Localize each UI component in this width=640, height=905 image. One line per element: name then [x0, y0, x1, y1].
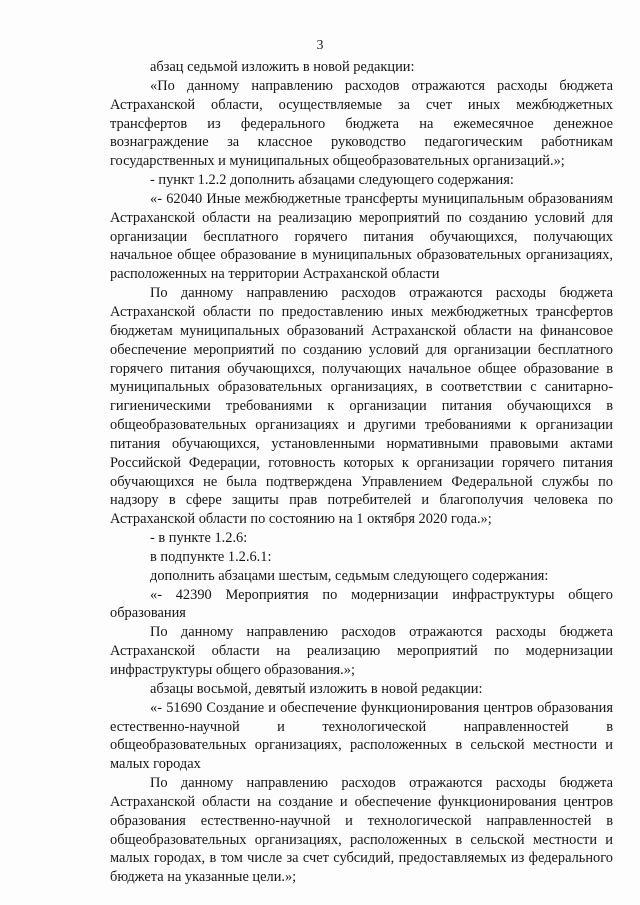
paragraph: По данному направлению расходов отражаются расходы бюджета Астраханской области на реализацию мероприятий по модернизации инфраструктуры общего образования.»;	[110, 624, 613, 678]
paragraph: «- 51690 Создание и обеспечение функционирования центров образования естественно-научной и технологической направленностей в общеобразовательных организациях, расположенных в сельской местности и малых городах	[110, 699, 613, 773]
paragraph: абзацы восьмой, девятый изложить в новой редакции:	[150, 680, 483, 697]
paragraph: «По данному направлению расходов отражаются расходы бюджета Астраханской области, осуществляемые за счет иных межбюджетных трансфертов из федерального бюджета на ежемесячное денежное вознаграждение за классное руководство педагогическим работникам государственных и муниципальных общеобразовательных организаций.»;	[110, 77, 613, 170]
document-body	[110, 58, 613, 887]
paragraph: «- 62040 Иные межбюджетные трансферты муниципальным образованиям Астраханской области на реализацию мероприятий по созданию условий для организации бесплатного горячего питания обучающихся, получающих начальное общее образование в муниципальных образовательных организациях, расположенных на территории Астраханской области	[110, 190, 613, 283]
paragraph: - в пункте 1.2.6:	[150, 530, 248, 547]
page-number: 3	[316, 38, 324, 53]
paragraph: - пункт 1.2.2 дополнить абзацами следующего содержания:	[150, 172, 514, 189]
paragraph: дополнить абзацами шестым, седьмым следующего содержания:	[150, 567, 549, 584]
paragraph: По данному направлению расходов отражаются расходы бюджета Астраханской области по предоставлению иных межбюджетных трансфертов бюджетам муниципальных образований Астраханской области на финансовое обеспечение мероприятий по созданию условий для организации бесплатного горячего питания обучающихся, получающих начальное общее образование в муниципальных образовательных организациях, в соответствии с санитарно-гигиеническими требованиями к организации питания обучающихся в общеобразовательных организациях и другими требованиями к организации питания обучающихся, установленными нормативными правовыми актами Российской Федерации, готовность которых к организации горячего питания обучающихся не была подтверждена Управлением Федеральной службы по надзору в сфере защиты прав потребителей и благополучия человека по Астраханской области по состоянию на 1 октября 2020 года.»;	[110, 285, 613, 528]
paragraph: в подпункте 1.2.6.1:	[150, 548, 272, 565]
paragraph: абзац седьмой изложить в новой редакции:	[150, 59, 415, 75]
paragraph: По данному направлению расходов отражаются расходы бюджета Астраханской области на создание и обеспечение функционирования центров образования естественно-научной и технологической направленностей в общеобразовательных организациях, расположенных в сельской местности и малых городах, в том числе за счет субсидий, предоставляемых из федерального бюджета на указанные цели.»;	[110, 775, 613, 886]
paragraph: «- 42390 Мероприятия по модернизации инфраструктуры общего образования	[110, 586, 613, 622]
